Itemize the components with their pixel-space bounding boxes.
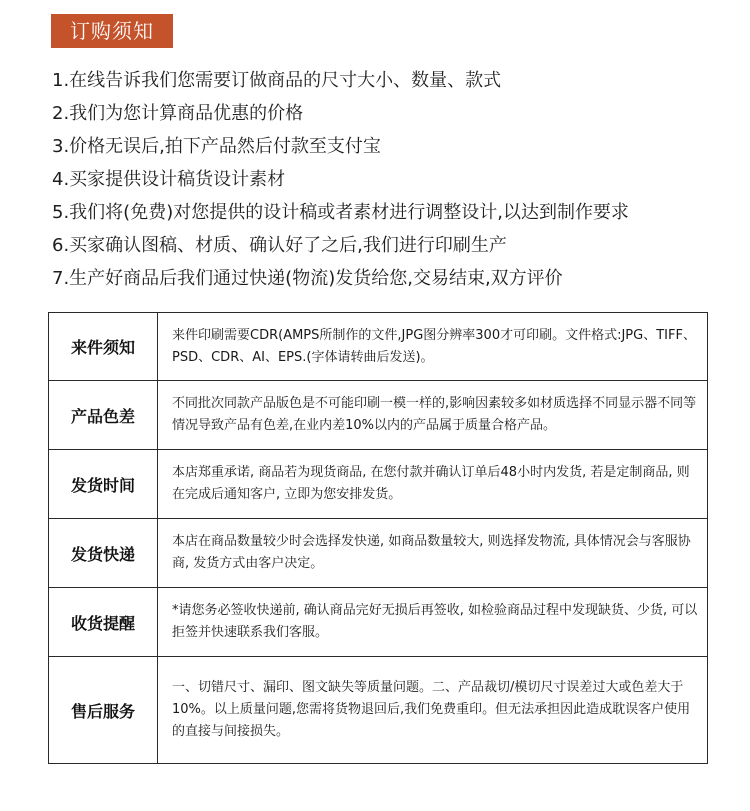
order-step: 2.我们为您计算商品优惠的价格 [52,103,304,124]
row-label-courier: 发货快递 [49,519,158,588]
row-label-after-sales: 售后服务 [49,657,158,764]
order-step: 6.买家确认图稿、材质、确认好了之后,我们进行印刷生产 [52,235,507,256]
table-row [49,381,708,450]
row-text-courier: 本店在商品数量较少时会选择发快递, 如商品数量较大, 则选择发物流, 具体情况会与客服协商, 发货方式由客户决定。 [158,519,708,588]
row-text-after-sales: 一、切错尺寸、漏印、图文缺失等质量问题。二、产品裁切/模切尺寸误差过大或色差大于10%。以上质量问题,您需将货物退回后,我们免费重印。但无法承担因此造成耽误客户使用的直接与间接损失。 [158,657,708,764]
table-row [49,313,708,381]
table-row [49,450,708,519]
table-row [49,519,708,588]
row-label-color-difference: 产品色差 [49,381,158,450]
row-text-incoming-files: 来件印刷需要CDR(AMPS所制作的文件,JPG图分辨率300才可印刷。文件格式:JPG、TIFF、PSD、CDR、AI、EPS.(字体请转曲后发送)。 [158,313,708,381]
order-steps-list [52,64,732,295]
order-step: 5.我们将(免费)对您提供的设计稿或者素材进行调整设计,以达到制作要求 [52,202,629,223]
row-label-receipt-reminder: 收货提醒 [49,588,158,657]
row-text-color-difference: 不同批次同款产品版色是不可能印刷一模一样的,影响因素较多如材质选择不同显示器不同等情况导致产品有色差,在业内差10%以内的产品属于质量合格产品。 [158,381,708,450]
order-step: 3.价格无误后,拍下产品然后付款至支付宝 [52,136,381,157]
page-title: 订购须知 [51,14,173,48]
order-step: 1.在线告诉我们您需要订做商品的尺寸大小、数量、款式 [52,70,502,91]
row-text-shipping-time: 本店郑重承诺, 商品若为现货商品, 在您付款并确认订单后48小时内发货, 若是定制商品, 则在完成后通知客户, 立即为您安排发货。 [158,450,708,519]
table-row [49,657,708,764]
order-step: 4.买家提供设计稿货设计素材 [52,169,286,190]
notice-table [48,312,708,764]
table-row [49,588,708,657]
row-label-incoming-files: 来件须知 [49,313,158,381]
order-step: 7.生产好商品后我们通过快递(物流)发货给您,交易结束,双方评价 [52,268,563,289]
row-label-shipping-time: 发货时间 [49,450,158,519]
row-text-receipt-reminder: *请您务必签收快递前, 确认商品完好无损后再签收, 如检验商品过程中发现缺货、少货, 可以拒签并快速联系我们客服。 [158,588,708,657]
